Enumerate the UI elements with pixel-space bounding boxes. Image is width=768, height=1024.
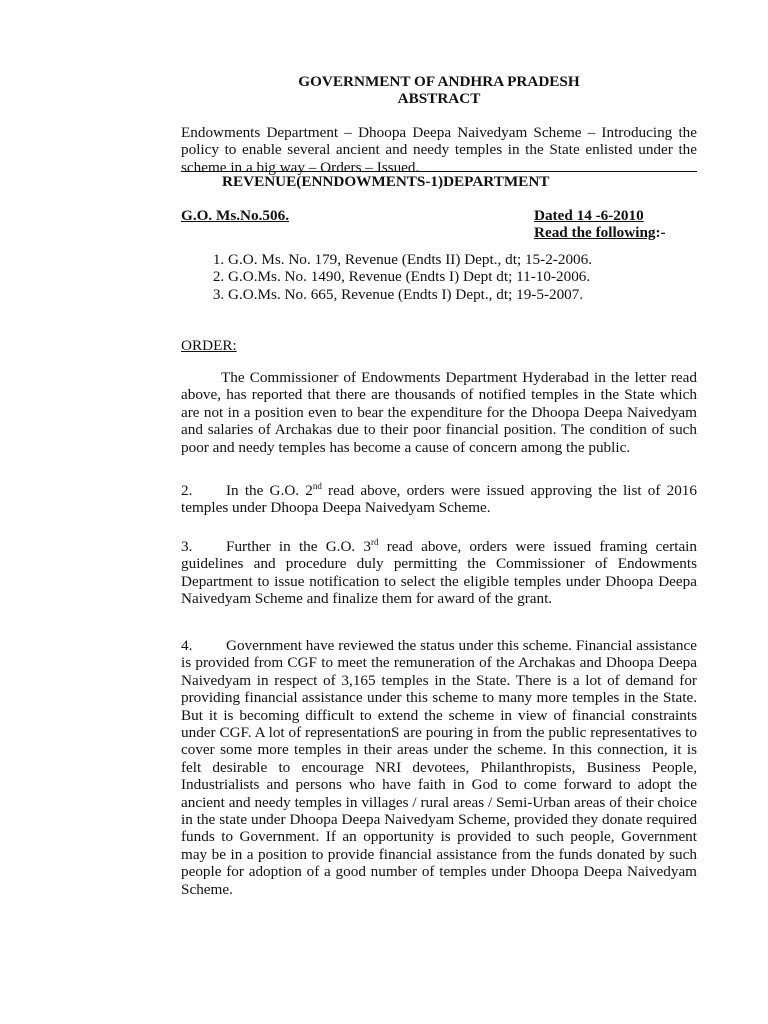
paragraph-4 — [181, 637, 697, 898]
dated-line: Dated 14 -6-2010 — [534, 207, 644, 224]
abstract-text: Endowments Department – Dhoopa Deepa Naivedyam Scheme – Introducing the policy to enable several ancient and needy temples in the State enlisted under the scheme in a big way – Orders – Issued. — [181, 124, 697, 176]
reference-item: 3. G.O.Ms. No. 665, Revenue (Endts I) Dept., dt; 19-5-2007. — [228, 286, 697, 303]
paragraph-1: The Commissioner of Endowments Department Hyderabad in the letter read above, has reported that there are thousands of notified temples in the State which are not in a position even to bear the expenditure for the Dhoopa Deepa Naivedyam and salaries of Archakas due to their poor financial position. The condition of such poor and needy temples has become a cause of concern among the public. — [181, 369, 697, 456]
references-list — [181, 251, 697, 303]
go-number: G.O. Ms.No.506. — [181, 207, 289, 224]
read-following-suffix: :- — [655, 224, 666, 241]
government-title: GOVERNMENT OF ANDHRA PRADESH — [298, 73, 580, 90]
paragraph-4-text: Government have reviewed the status under this scheme. Financial assistance is provided from CGF to meet the remuneration of the Archakas and Dhoopa Deepa Naivedyam in respect of 3,165 temples in the State. There is a lot of demand for providing financial assistance under this scheme to many more temples in the State. But it is becoming difficult to extend the scheme in view of financial constraints under CGF. A lot of representationS are pouring in from the public representatives to cover some more temples in their areas under the scheme. In this connection, it is felt desirable to encourage NRI devotees, Philanthropists, Business People, Industrialists and persons who have faith in God to come forward to adopt the ancient and needy temples in villages / rural areas / Semi-Urban areas of their choice in the state under Dhoopa Deepa Naivedyam Scheme, provided they donate required funds to Government. If an opportunity is provided to such people, Government may be in a position to provide financial assistance from the funds donated by such people for adoption of a good number of temples under Dhoopa Deepa Naivedyam Scheme. — [181, 637, 697, 898]
paragraph-3-text-end: read above, orders were issued framing certain guidelines and procedure duly permitting the Commissioner of Endowments Department to issue notification to select the eligible temples under Dhoopa Deepa Naivedyam Scheme and finalize them for award of the grant. — [181, 538, 697, 608]
paragraph-number: 3. — [181, 538, 193, 555]
ordinal-suffix: rd — [371, 537, 379, 547]
paragraph-2-text-end: read above, orders were issued approving the list of 2016 temples under Dhoopa Deepa Naivedyam Scheme. — [181, 482, 697, 517]
read-following-heading — [534, 224, 666, 241]
abstract-title: ABSTRACT — [397, 90, 481, 107]
ordinal-suffix: nd — [312, 481, 322, 491]
department-heading: REVENUE(ENNDOWMENTS-1)DEPARTMENT — [222, 173, 550, 190]
reference-item: 2. G.O.Ms. No. 1490, Revenue (Endts I) Dept dt; 11-10-2006. — [228, 268, 697, 285]
paragraph-2 — [181, 482, 697, 517]
paragraph-number: 2. — [181, 482, 193, 499]
paragraph-number: 4. — [181, 637, 193, 654]
read-following-label: Read the following — [534, 224, 656, 241]
reference-item: 1. G.O. Ms. No. 179, Revenue (Endts II) Dept., dt; 15-2-2006. — [228, 251, 697, 268]
paragraph-3-text-start: Further in the G.O. 3 — [226, 538, 372, 555]
paragraph-3 — [181, 538, 697, 608]
order-heading: ORDER: — [181, 337, 237, 354]
paragraph-2-text-start: In the G.O. 2 — [226, 482, 313, 499]
divider-line — [181, 171, 697, 172]
